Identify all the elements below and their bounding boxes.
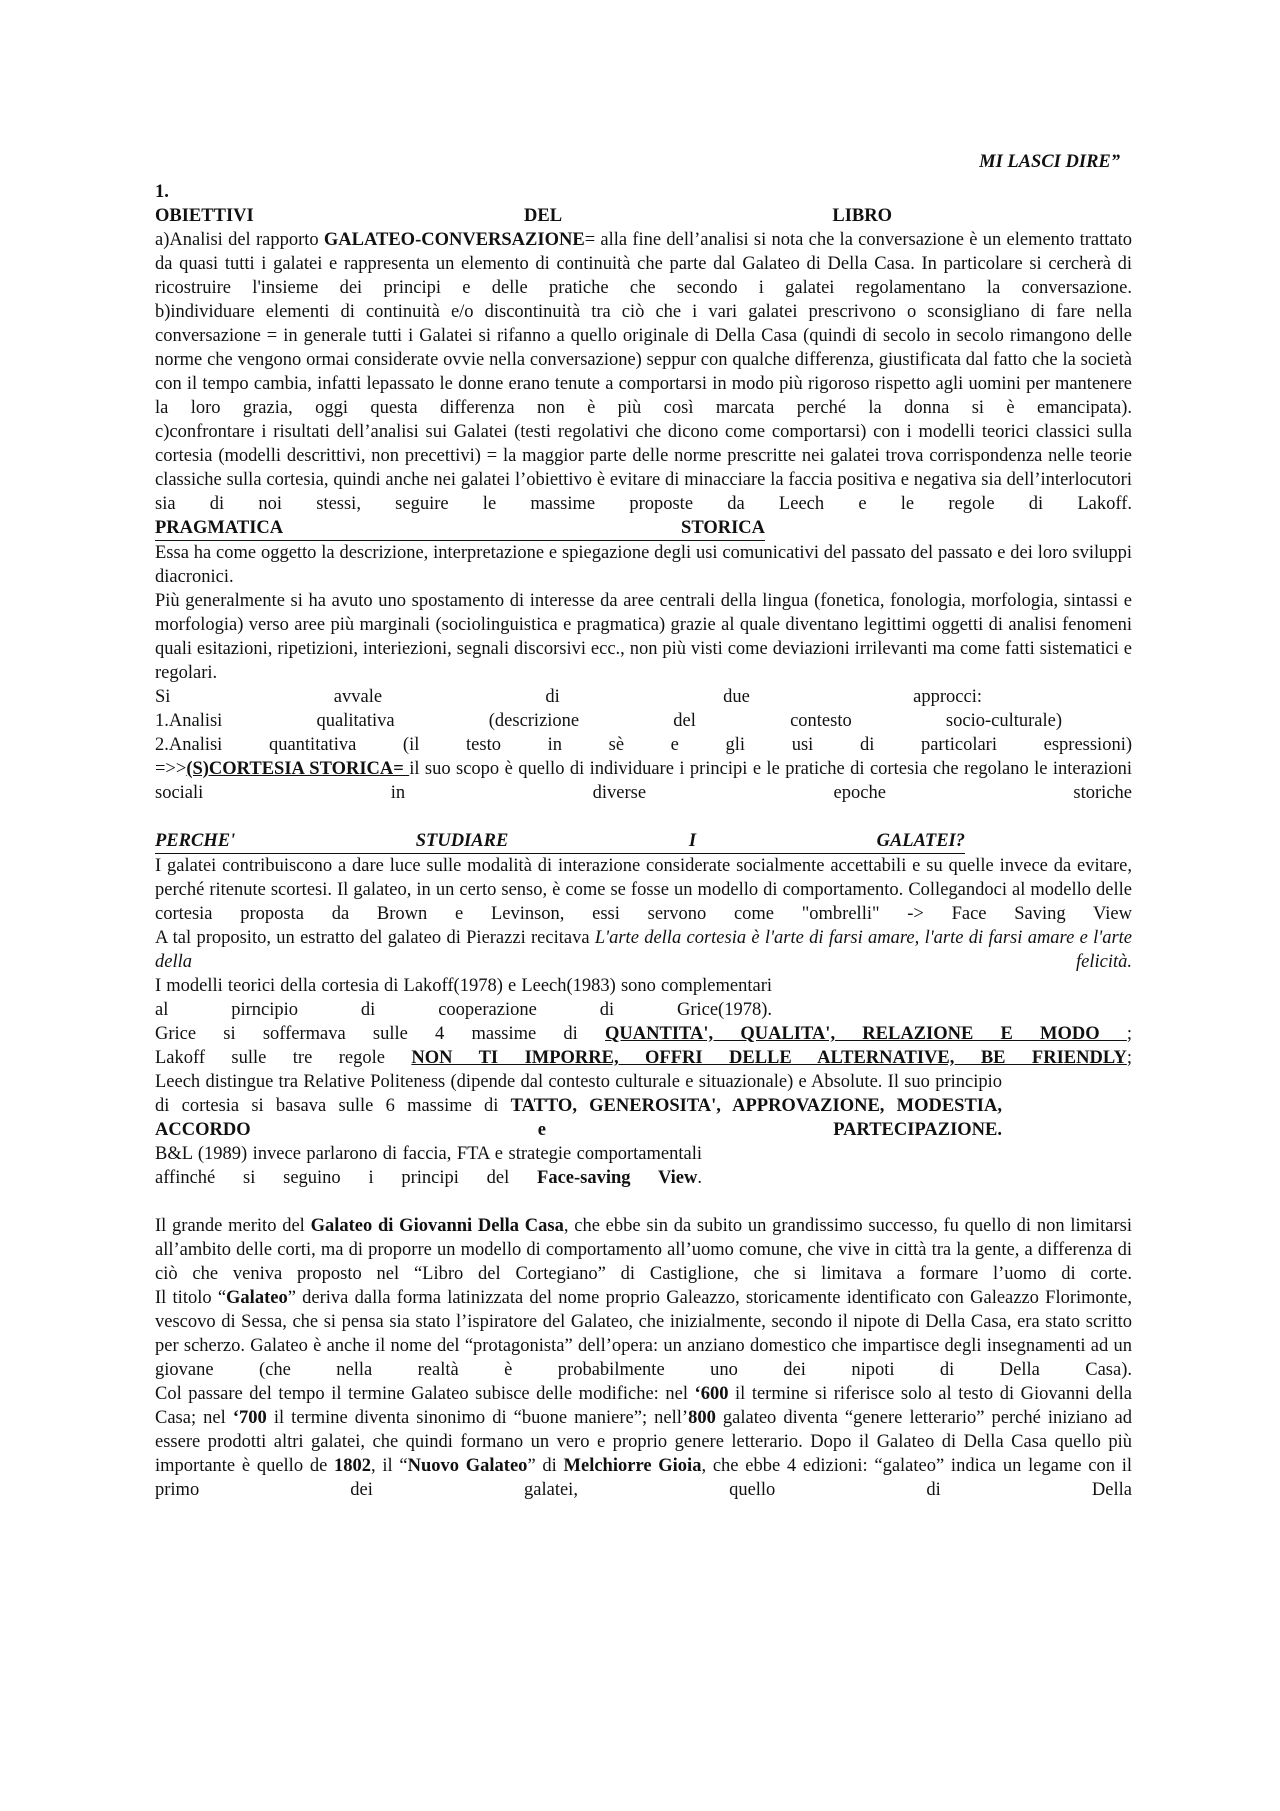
paragraph-c: c)confrontare i risultati dell’analisi sui Galatei (testi regolativi che dicono come comportarsi) con i modelli teorici classici sulla cortesia (modelli descrittivi, non precettivi) = la maggior parte delle norme prescritte nei galatei trova corrispondenza nelle teorie classiche sulla cortesia, quindi anche nei galatei l’obiettivo è evitare di minacciare la faccia positiva e negativa sia dell’interlocutori sia di noi stessi, seguire le massime proposte da Leech e le regole di Lakoff. <box>155 422 1132 514</box>
list-item: 1.Analisi qualitativa (descrizione del contesto socio-culturale) <box>155 711 1062 731</box>
perche-lakoff <box>155 1046 1132 1070</box>
bold-term: e <box>537 1120 547 1140</box>
text: ; <box>1126 1024 1132 1044</box>
section-heading-obiettivi <box>155 204 1132 228</box>
section-heading-perche <box>155 829 965 854</box>
section-number: 1. <box>155 182 169 202</box>
perche-bl <box>155 1142 1132 1190</box>
pragmatica-p3: Si avvale di due approcci: <box>155 687 982 707</box>
heading-word: I <box>688 831 697 851</box>
section-heading-pragmatica <box>155 516 765 541</box>
perche-grice <box>155 1022 1132 1046</box>
text: A tal proposito, un estratto del galateo di Pierazzi recitava <box>155 928 595 948</box>
heading-word: GALATEI? <box>876 831 965 851</box>
heading-word: LIBRO <box>832 206 892 226</box>
text: , che ebbe 4 edizioni: “galateo” indica un legame con il primo dei galatei, quello di Della <box>155 1456 1133 1500</box>
list-item: 2.Analisi quantitativa (il testo in sè e gli usi di particolari espressioni) <box>155 735 1132 755</box>
heading-word: STORICA <box>681 518 765 538</box>
bold-term: GALATEO-CONVERSAZIONE <box>323 230 585 250</box>
perche-p3: I modelli teorici della cortesia di Lakoff(1978) e Leech(1983) sono complementari al pirncipio di cooperazione di Grice(1978). <box>155 976 772 1020</box>
text: = alla fine dell’analisi si nota che la conversazione è un elemento trattato da quasi tutti i galatei e rappresenta un elemento di continuità che parte dal Galateo di Della Casa. In particolare si cercherà di ricostruire l'insieme dei principi e delle pratiche che secondo i galatei regolamentano la conversazione. <box>155 230 1132 298</box>
text: Il grande merito del <box>155 1216 311 1236</box>
perche-p2 <box>155 926 1132 974</box>
paragraph-a <box>155 228 1132 300</box>
quote: L'arte della cortesia è l'arte di farsi amare, l'arte di farsi amare e l'arte della felicità. <box>155 928 1132 972</box>
text: , il “ <box>371 1456 408 1476</box>
bold-term: 800 <box>688 1408 716 1428</box>
text: il termine diventa sinonimo di “buone maniere”; nell’ <box>266 1408 689 1428</box>
heading-word: DEL <box>524 206 563 226</box>
document-page <box>155 150 1132 1502</box>
text: Lakoff sulle tre regole <box>155 1048 412 1068</box>
text: ” deriva dalla forma latinizzata del nome proprio Galeazzo, storicamente identificato con Galeazzo Florimonte, vescovo di Sessa, che si pensa sia stato l’ispiratore del Galateo, che inizialmente, secondo il nipote di Della Casa, era stato scritto per scherzo. Galateo è anche il nome del “protagonista” dell’opera: un anziano domestico che impartisce degli insegnamenti ad un giovane (che nella realtà è probabilmente uno dei nipoti di Della Casa). <box>155 1288 1133 1380</box>
heading-word: PERCHE' <box>155 831 236 851</box>
bold-term: Face-saving View <box>537 1168 698 1188</box>
text: il termine si riferisce solo al testo di Giovanni della Casa; nel <box>155 1384 1132 1428</box>
text: =>> <box>155 759 187 779</box>
heading-word: OBIETTIVI <box>155 206 254 226</box>
galateo-p3 <box>155 1382 1132 1502</box>
heading-word: STUDIARE <box>415 831 509 851</box>
text: galateo diventa “genere letterario” perché iniziano ad essere prodotti altri galatei, che quindi formano un vero e proprio genere letterario. Dopo il Galateo di Della Casa quello più importante è quello de <box>155 1408 1132 1476</box>
bold-term: Melchiorre Gioia <box>563 1456 702 1476</box>
text: Il titolo “ <box>155 1288 227 1308</box>
cortesia-storica <box>155 757 1132 805</box>
bold-term: ‘600 <box>694 1384 729 1404</box>
perche-p1: I galatei contribuiscono a dare luce sulle modalità di interazione considerate socialmente accettabili e su quelle invece da evitare, perché ritenute scortesi. Il galateo, in un certo senso, è come se fosse un modello di comportamento. Collegandoci al modello delle cortesia proposta da Brown e Levinson, essi servono come "ombrelli" -> Face Saving View <box>155 856 1132 924</box>
text: . <box>697 1168 703 1188</box>
text: ” di <box>527 1456 564 1476</box>
bold-term: TATTO, GENEROSITA', APPROVAZIONE, MODESTIA, ACCORDO <box>155 1096 1002 1140</box>
heading-word: PRAGMATICA <box>155 518 284 538</box>
paragraph-b: b)individuare elementi di continuità e/o discontinuità tra ciò che i vari galatei prescrivono o sconsigliano di fare nella conversazione = in generale tutti i Galatei si rifanno a quello originale di Della Casa (quindi di secolo in secolo rimangono delle norme che vengono ormai considerate ovvie nella conversazione) seppur con qualche differenza, giustificata dal fatto che la società con il tempo cambia, infatti lepassato le donne erano tenute a comportarsi in modo più rigoroso rispetto agli uomini per mantenere la loro grazia, oggi questa differenza non è più così marcata perché la donna si è emancipata). <box>155 302 1132 418</box>
bold-term: PARTECIPAZIONE. <box>546 1120 1002 1140</box>
text: Leech distingue tra Relative Politeness (dipende dal contesto culturale e situazionale) e Absolute. Il suo principio di cortesia si basava sulle 6 massime di <box>155 1072 1002 1116</box>
bold-term: Nuovo Galateo <box>407 1456 528 1476</box>
text: B&L (1989) invece parlarono di faccia, FTA e strategie comportamentali affinché si seguino i principi del <box>155 1144 702 1188</box>
text: , che ebbe sin da subito un grandissimo successo, fu quello di non limitarsi all’ambito delle corti, ma di proporre un modello di comportamento all’uomo comune, che vive in città tra la gente, a differenza di ciò che veniva proposto nel “Libro del Cortegiano” di Castiglione, che si limitava a formare l’uomo di corte. <box>155 1216 1132 1284</box>
galateo-p1 <box>155 1214 1132 1286</box>
header-title: MI LASCI DIRE” <box>979 152 1120 172</box>
pragmatica-p1: Essa ha come oggetto la descrizione, interpretazione e spiegazione degli usi comunicativi del passato del passato e dei loro sviluppi diacronici. <box>155 543 1132 587</box>
bold-term: 1802 <box>334 1456 372 1476</box>
text: ; <box>1126 1048 1132 1068</box>
bold-term: Galateo <box>226 1288 288 1308</box>
text: il suo scopo è quello di individuare i principi e le pratiche di cortesia che regolano le interazioni sociali in diverse epoche storiche <box>155 759 1132 803</box>
text: Col passare del tempo il termine Galateo subisce delle modifiche: nel <box>155 1384 695 1404</box>
text: a)Analisi del rapporto <box>155 230 324 250</box>
bold-term: ‘700 <box>232 1408 267 1428</box>
galateo-p2 <box>155 1286 1132 1382</box>
pragmatica-p2: Più generalmente si ha avuto uno spostamento di interesse da aree centrali della lingua (fonetica, fonologia, morfologia, sintassi e morfologia) verso aree più marginali (sociolinguistica e pragmatica) grazie al quale diventano legittimi oggetti di analisi fenomeni quali esitazioni, ripetizioni, interiezioni, segnali discorsivi ecc., non più visti come deviazioni irrilevanti ma come fatti sistematici e regolari. <box>155 591 1132 683</box>
bold-term: (S)CORTESIA STORICA= <box>186 759 410 779</box>
text: Grice si soffermava sulle 4 massime di <box>155 1024 606 1044</box>
perche-leech <box>155 1070 1132 1142</box>
bold-term: QUANTITA', QUALITA', RELAZIONE E MODO <box>605 1024 1127 1044</box>
bold-term: Galateo di Giovanni Della Casa <box>310 1216 564 1236</box>
bold-term: NON TI IMPORRE, OFFRI DELLE ALTERNATIVE, BE FRIENDLY <box>411 1048 1127 1068</box>
